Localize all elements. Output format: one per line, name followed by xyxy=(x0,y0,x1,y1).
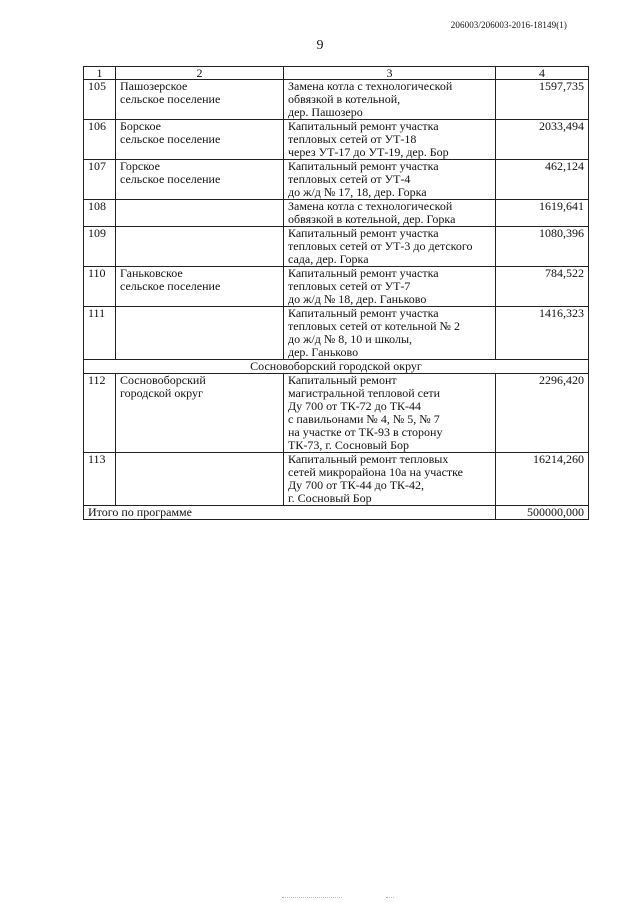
work-description: Капитальный ремонт участка тепловых сетей от УТ-18 через УТ-17 до УТ-19, дер. Бор xyxy=(288,119,449,159)
settlement-cell xyxy=(116,120,284,160)
settlement-cell xyxy=(116,80,284,120)
row-number: 110 xyxy=(84,267,116,307)
document-id: 206003/206003-2016-18149(1) xyxy=(450,20,567,30)
footer-scan-mark xyxy=(282,897,342,900)
settlement-name: Борское сельское поселение xyxy=(120,119,221,146)
work-cell xyxy=(284,200,496,227)
row-number: 109 xyxy=(84,227,116,267)
section-title: Сосновоборский городской округ xyxy=(84,360,589,374)
page-number: 9 xyxy=(316,38,324,53)
settlement-name: Сосновоборский городской округ xyxy=(120,373,206,400)
program-table xyxy=(83,66,589,520)
settlement-cell xyxy=(116,453,284,506)
work-cell xyxy=(284,80,496,120)
settlement-name: Пашозерское сельское поселение xyxy=(120,79,221,106)
table-row xyxy=(84,374,589,453)
settlement-cell xyxy=(116,200,284,227)
work-cell xyxy=(284,374,496,453)
work-cell xyxy=(284,307,496,360)
amount-cell: 784,522 xyxy=(496,267,589,307)
table-row xyxy=(84,267,589,307)
row-number: 107 xyxy=(84,160,116,200)
column-header: 3 xyxy=(284,67,496,80)
work-description: Замена котла с технологической обвязкой в котельной, дер. Горка xyxy=(288,199,456,226)
total-label: Итого по программе xyxy=(84,506,496,520)
row-number: 113 xyxy=(84,453,116,506)
column-header: 2 xyxy=(116,67,284,80)
amount-cell: 1080,396 xyxy=(496,227,589,267)
amount-cell: 462,124 xyxy=(496,160,589,200)
amount-cell: 16214,260 xyxy=(496,453,589,506)
footer-scan-mark xyxy=(386,897,394,900)
row-number: 112 xyxy=(84,374,116,453)
amount-cell: 1619,641 xyxy=(496,200,589,227)
table-row xyxy=(84,120,589,160)
work-description: Капитальный ремонт участка тепловых сетей от котельной № 2 до ж/д № 8, 10 и школы, дер. Ганьково xyxy=(288,306,460,359)
work-description: Замена котла с технологической обвязкой в котельной, дер. Пашозеро xyxy=(288,79,453,119)
amount-cell: 2296,420 xyxy=(496,374,589,453)
amount-cell: 1416,323 xyxy=(496,307,589,360)
work-description: Капитальный ремонт тепловых сетей микрорайона 10а на участке Ду 700 от ТК-44 до ТК-42, г. Сосновый Бор xyxy=(288,452,463,505)
row-number: 105 xyxy=(84,80,116,120)
work-description: Капитальный ремонт участка тепловых сетей от УТ-7 до ж/д № 18, дер. Ганьково xyxy=(288,266,439,306)
amount-cell: 1597,735 xyxy=(496,80,589,120)
work-description: Капитальный ремонт участка тепловых сетей от УТ-3 до детского сада, дер. Горка xyxy=(288,226,473,266)
work-cell xyxy=(284,453,496,506)
work-cell xyxy=(284,227,496,267)
work-description: Капитальный ремонт участка тепловых сетей от УТ-4 до ж/д № 17, 18, дер. Горка xyxy=(288,159,439,199)
table-row xyxy=(84,80,589,120)
row-number: 108 xyxy=(84,200,116,227)
table-row xyxy=(84,200,589,227)
work-cell xyxy=(284,120,496,160)
work-cell xyxy=(284,160,496,200)
column-header: 4 xyxy=(496,67,589,80)
table-row xyxy=(84,160,589,200)
table-row xyxy=(84,453,589,506)
amount-cell: 2033,494 xyxy=(496,120,589,160)
settlement-cell xyxy=(116,374,284,453)
table-row xyxy=(84,307,589,360)
table-row xyxy=(84,227,589,267)
column-header: 1 xyxy=(84,67,116,80)
total-row xyxy=(84,506,589,520)
section-row xyxy=(84,360,589,374)
settlement-cell xyxy=(116,227,284,267)
row-number: 111 xyxy=(84,307,116,360)
settlement-cell xyxy=(116,307,284,360)
work-description: Капитальный ремонт магистральной тепловой сети Ду 700 от ТК-72 до ТК-44 с павильонами № 4, № 5, № 7 на участке от ТК-93 в сторону ТК-73, г. Сосновый Бор xyxy=(288,373,443,452)
settlement-name: Ганьковское сельское поселение xyxy=(120,266,221,293)
work-cell xyxy=(284,267,496,307)
settlement-cell xyxy=(116,160,284,200)
row-number: 106 xyxy=(84,120,116,160)
total-amount: 500000,000 xyxy=(496,506,589,520)
settlement-cell xyxy=(116,267,284,307)
table-header-row xyxy=(84,67,589,80)
settlement-name: Горское сельское поселение xyxy=(120,159,221,186)
